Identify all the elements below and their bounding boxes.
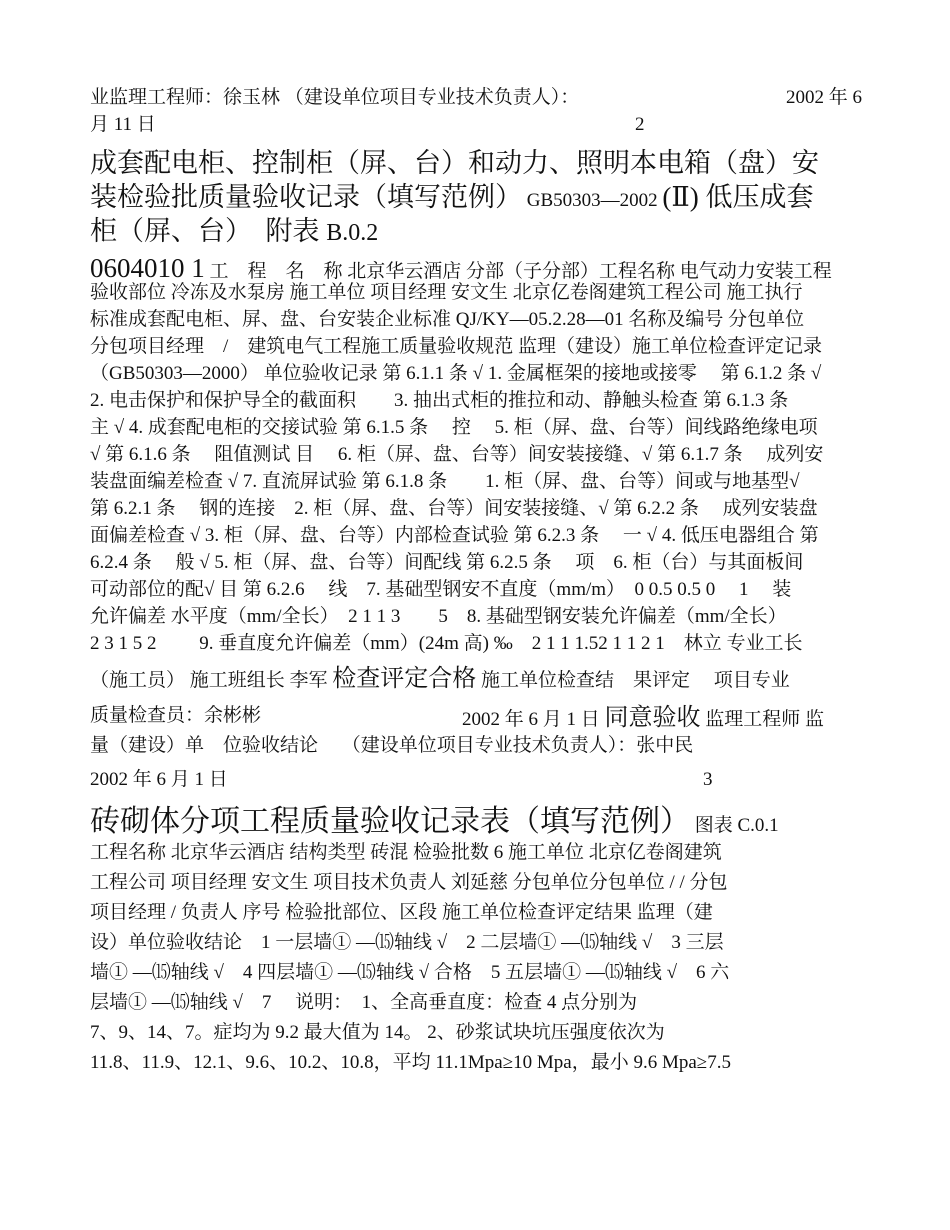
inspection-result: 检查评定合格 <box>332 666 477 692</box>
acceptance-date: 2002 年 6 月 1 日 <box>90 769 228 790</box>
body-text: 层墙① —⒂轴线 √ 7 说明： 1、全高垂直度：检查 4 点分别为 <box>90 992 638 1013</box>
body-text: 7、9、14、7。症均为 9.2 最大值为 14。 2、砂浆试块坑压强度依次为 <box>90 1022 665 1043</box>
body-line <box>90 255 862 283</box>
figure-code: 图表 C.0.1 <box>690 815 779 836</box>
body-line <box>90 667 862 706</box>
body-line <box>90 873 862 903</box>
section-title-line <box>90 807 862 843</box>
acceptance-result: 同意验收 <box>604 705 701 731</box>
header-line-1 <box>90 88 862 115</box>
header-line-2 <box>90 115 862 145</box>
section-title-text: 装检验批质量验收记录（填写范例） <box>90 182 522 212</box>
standard-code: GB50303—2002 <box>522 190 663 211</box>
body-text: 可动部位的配√ 目 第 6.2.6 线 7. 基础型钢安不直度（mm/m） 0 0.5 0.5 0 1 装 <box>90 579 792 600</box>
body-text: 工程名称 北京华云酒店 结构类型 砖混 检验批数 6 施工单位 北京亿卷阁建筑 <box>90 842 722 863</box>
body-text: 施工单位检查结 果评定 项目专业 <box>476 670 790 691</box>
body-line <box>90 472 862 499</box>
supervisor-signature-text: 业监理工程师：徐玉林 （建设单位项目专业技术负责人）： <box>90 87 580 108</box>
body-text: 工程公司 项目经理 安文生 项目技术负责人 刘延慈 分包单位分包单位 / / 分包 <box>90 872 728 893</box>
body-text: 量（建设）单 位验收结论 （建设单位项目专业技术负责人）：张中民 <box>90 735 694 756</box>
body-text: 验收部位 冷冻及水泵房 施工单位 项目经理 安文生 北京亿卷阁建筑工程公司 施工执行 <box>90 282 803 303</box>
section-title-text: 砖砌体分项工程质量验收记录表（填写范例） <box>90 805 690 838</box>
appendix-code: B.0.2 <box>326 220 379 246</box>
body-text: 墙① —⒂轴线 √ 4 四层墙① —⒂轴线 √ 合格 5 五层墙① —⒂轴线 √ 6 六 <box>90 962 730 983</box>
section-title-text: 成套配电柜、控制柜（屏、台）和动力、照明本电箱（盘）安 <box>90 148 819 178</box>
section-title-line-2 <box>90 184 862 218</box>
body-line <box>90 634 862 667</box>
body-text: 11.8、11.9、12.1、9.6、10.2、10.8，平均 11.1Mpa≥10 Mpa，最小 9.6 Mpa≥7.5 <box>90 1052 731 1073</box>
body-line <box>90 1023 862 1053</box>
body-line <box>90 903 862 933</box>
body-text: 质量检查员：余彬彬 <box>90 705 262 726</box>
body-line <box>90 993 862 1023</box>
body-line <box>90 364 862 391</box>
body-text: 项目经理 / 负责人 序号 检验批部位、区段 施工单位检查评定结果 监理（建 <box>90 902 713 923</box>
body-line <box>90 418 862 445</box>
section-title-text: 柜（屏、台） 附表 <box>90 216 327 246</box>
body-text: 工 程 名 称 北京华云酒店 分部（子分部）工程名称 电气动力安装工程 <box>204 261 832 282</box>
page-number: 2 <box>635 114 645 135</box>
body-line <box>90 553 862 580</box>
body-line <box>90 933 862 963</box>
body-line <box>90 607 862 634</box>
body-line <box>90 770 862 800</box>
body-line <box>90 337 862 364</box>
body-line <box>90 580 862 607</box>
body-text: 2 3 1 5 2 9. 垂直度允许偏差（mm）(24m 高) ‰ 2 1 1 1.52 1 1 2 1 林立 专业工长 <box>90 633 803 654</box>
body-text: 2. 电击保护和保护导全的截面积 3. 抽出式柜的推拉和动、静触头检查 第 6.1.3 条 <box>90 390 789 411</box>
body-text: 装盘面编差检查 √ 7. 直流屏试验 第 6.1.8 条 1. 柜（屏、盘、台等）间或与地基型√ <box>90 471 800 492</box>
body-line <box>90 526 862 553</box>
body-text: 允许偏差 水平度（mm/全长） 2 1 1 3 5 8. 基础型钢安装允许偏差（mm/全长） <box>90 606 787 627</box>
body-text: 分包项目经理 / 建筑电气工程施工质量验收规范 监理（建设）施工单位检查评定记录 <box>90 336 823 357</box>
document-page <box>90 88 862 1083</box>
body-text: 面偏差检查 √ 3. 柜（屏、盘、台等）内部检查试验 第 6.2.3 条 一 √ 4. 低压电器组合 第 <box>90 525 819 546</box>
body-text: 监理工程师 监 <box>700 709 825 730</box>
inspection-batch-code: 0604010 1 <box>90 253 205 283</box>
body-line <box>90 1053 862 1083</box>
body-line <box>90 499 862 526</box>
section-title-line-1 <box>90 150 862 184</box>
body-line <box>90 391 862 418</box>
section-title-text: (Ⅱ) 低压成套 <box>662 182 814 212</box>
body-text: 第 6.2.1 条 钢的连接 2. 柜（屏、盘、台等）间安装接缝、√ 第 6.2.2 条 成列安装盘 <box>90 498 818 519</box>
body-text: 标准成套配电柜、屏、盘、台安装企业标准 QJ/KY—05.2.28—01 名称及编号 分包单位 <box>90 309 805 330</box>
body-text: 设）单位验收结论 1 一层墙① —⒂轴线 √ 2 二层墙① —⒂轴线 √ 3 三层 <box>90 932 724 953</box>
page-number: 3 <box>703 769 713 790</box>
body-text: 6.2.4 条 般 √ 5. 柜（屏、盘、台等）间配线 第 6.2.5 条 项 6. 柜（台）与其面板间 <box>90 552 804 573</box>
body-line <box>90 736 862 770</box>
section-title-line-3 <box>90 218 862 255</box>
body-line <box>90 445 862 472</box>
body-line <box>90 706 862 736</box>
body-line <box>90 283 862 310</box>
body-text: √ 第 6.1.6 条 阻值测试 目 6. 柜（屏、盘、台等）间安装接缝、√ 第 6.1.7 条 成列安 <box>90 444 824 465</box>
body-text: （施工员） 施工班组长 李军 <box>90 670 333 691</box>
body-line <box>90 310 862 337</box>
header-day-text: 月 11 日 <box>90 114 156 135</box>
body-line <box>90 963 862 993</box>
body-text: （GB50303—2000） 单位验收记录 第 6.1.1 条 √ 1. 金属框架的接地或接零 第 6.1.2 条 √ <box>90 363 822 384</box>
body-text: 主 √ 4. 成套配电柜的交接试验 第 6.1.5 条 控 5. 柜（屏、盘、台等）间线路绝缘电项 <box>90 417 818 438</box>
header-date: 2002 年 6 <box>785 87 862 108</box>
inspection-date: 2002 年 6 月 1 日 <box>462 709 605 730</box>
body-line <box>90 843 862 873</box>
